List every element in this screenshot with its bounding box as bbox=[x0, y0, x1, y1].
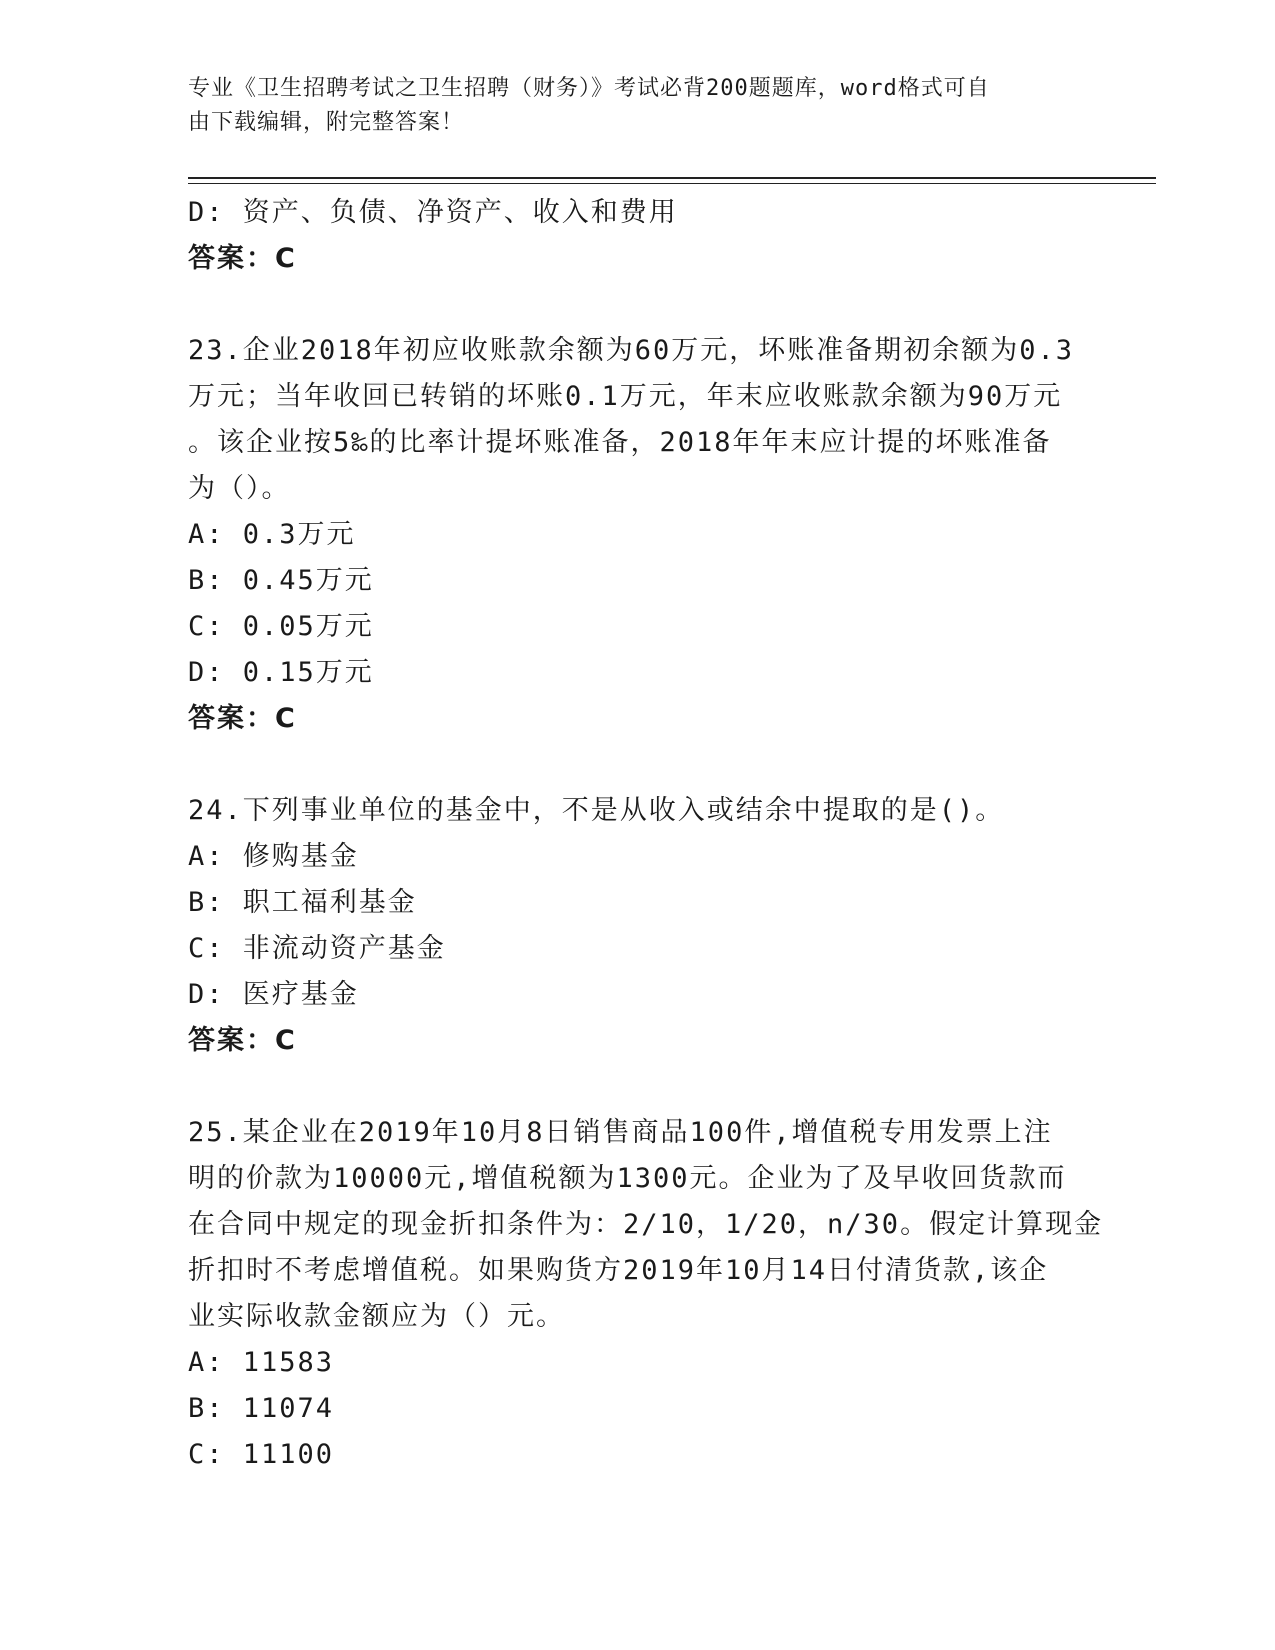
header-rule-thick bbox=[188, 177, 1156, 179]
question-23 bbox=[188, 328, 1088, 742]
answer-line: 答案：C bbox=[188, 1025, 297, 1056]
option-c: C: 0.05万元 bbox=[188, 611, 374, 642]
spacer bbox=[188, 1064, 1088, 1110]
option-d: D: 资产、负债、净资产、收入和费用 bbox=[188, 197, 678, 228]
option-b: B: 0.45万元 bbox=[188, 565, 374, 596]
option-b: B: 11074 bbox=[188, 1393, 335, 1424]
question-24 bbox=[188, 788, 1088, 1064]
option-c: C: 非流动资产基金 bbox=[188, 933, 446, 964]
question-stem-line: 为（）。 bbox=[188, 473, 291, 504]
header-line-2: 由下载编辑，附完整答案！ bbox=[188, 110, 465, 135]
option-d: D: 医疗基金 bbox=[188, 979, 359, 1010]
question-stem-line: 业实际收款金额应为（）元。 bbox=[188, 1301, 565, 1332]
document-header bbox=[188, 72, 1068, 140]
option-b: B: 职工福利基金 bbox=[188, 887, 417, 918]
option-a: A: 修购基金 bbox=[188, 841, 359, 872]
header-rule-thin bbox=[188, 183, 1156, 184]
question-22 bbox=[188, 190, 1088, 282]
option-a: A: 11583 bbox=[188, 1347, 335, 1378]
question-stem-line: 。该企业按5‰的比率计提坏账准备，2018年年末应计提的坏账准备 bbox=[188, 427, 1052, 458]
option-d: D: 0.15万元 bbox=[188, 657, 374, 688]
question-25 bbox=[188, 1110, 1104, 1478]
spacer bbox=[188, 742, 1088, 788]
question-stem-line: 25.某企业在2019年10月8日销售商品100件,增值税专用发票上注 bbox=[188, 1117, 1053, 1148]
spacer bbox=[188, 282, 1088, 328]
question-stem-line: 万元；当年收回已转销的坏账0.1万元，年末应收账款余额为90万元 bbox=[188, 381, 1063, 412]
question-stem-line: 明的价款为10000元,增值税额为1300元。企业为了及早收回货款而 bbox=[188, 1163, 1067, 1194]
question-stem-line: 折扣时不考虑增值税。如果购货方2019年10月14日付清货款,该企 bbox=[188, 1255, 1049, 1286]
question-stem-line: 24.下列事业单位的基金中，不是从收入或结余中提取的是()。 bbox=[188, 795, 1005, 826]
question-stem-line: 在合同中规定的现金折扣条件为：2/10，1/20，n/30。假定计算现金 bbox=[188, 1209, 1104, 1240]
option-c: C: 11100 bbox=[188, 1439, 335, 1470]
question-list bbox=[188, 190, 1104, 1478]
question-stem-line: 23.企业2018年初应收账款余额为60万元，坏账准备期初余额为0.3 bbox=[188, 335, 1075, 366]
header-line-1: 专业《卫生招聘考试之卫生招聘（财务）》考试必背200题题库，word格式可自 bbox=[188, 76, 990, 101]
answer-line: 答案：C bbox=[188, 243, 297, 274]
answer-line: 答案：C bbox=[188, 703, 297, 734]
option-a: A: 0.3万元 bbox=[188, 519, 356, 550]
